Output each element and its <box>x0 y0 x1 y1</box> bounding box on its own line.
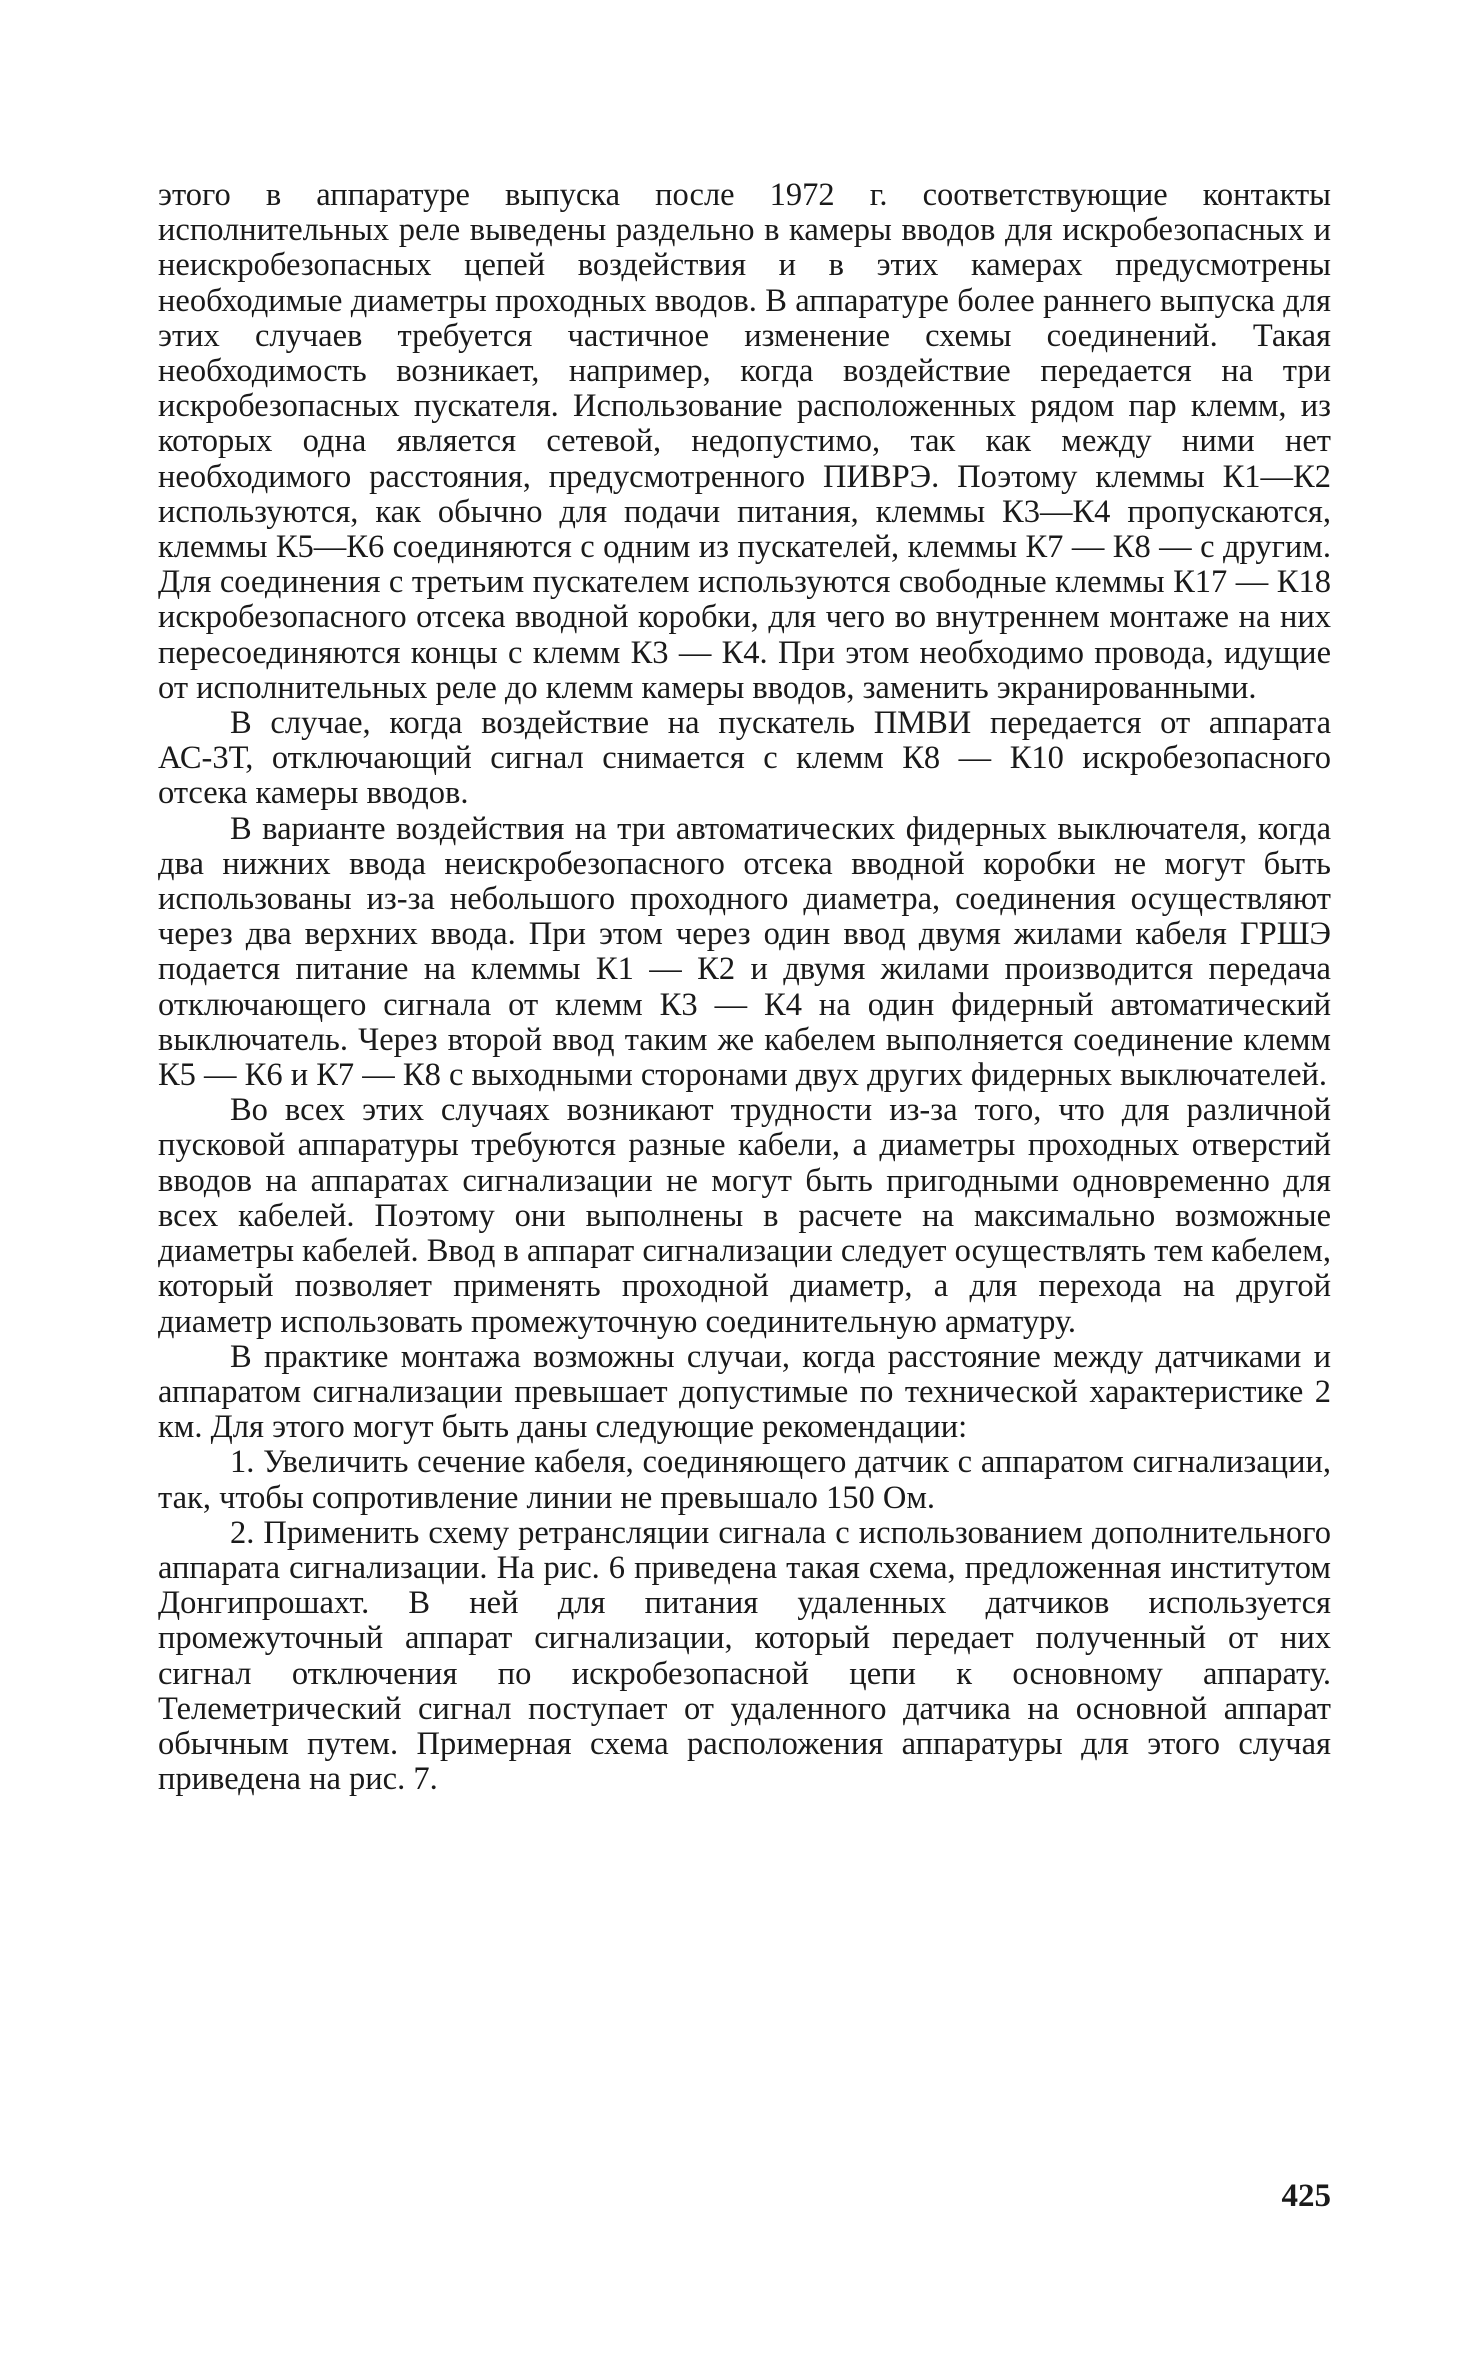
paragraph-feeder-breakers: В варианте воздействия на три автоматических фидерных выключателя, когда два нижних ввода неискробезопасного отсека вводной коробки не могут быть использованы из-за небольшого проходного диаметра, соединения осуществляют через два верхних ввода. При этом через один ввод двумя жилами кабеля ГРШЭ подается питание на клеммы К1 — К2 и двумя жилами производится передача отключающего сигнала от клемм К3 — К4 на один фидерный автоматический выключатель. Через второй ввод таким же кабелем выполняется соединение клемм К5 — К6 и К7 — К8 с выходными сторонами двух других фидерных выключателей. <box>158 810 1331 1094</box>
paragraph-cable-difficulties: Во всех этих случаях возникают трудности из-за того, что для различной пусковой аппаратуры требуются разные кабели, а диаметры проходных отверстий вводов на аппаратах сигнализации не могут быть пригодными одновременно для всех кабелей. Поэтому они выполнены в расчете на максимально возможные диаметры кабелей. Ввод в аппарат сигнализации следует осуществлять тем кабелем, который позволяет применять проходной диаметр, а для перехода на другой диаметр использовать промежуточную соединительную арматуру. <box>158 1092 1331 1340</box>
recommendation-2: 2. Применить схему ретрансляции сигнала с использованием дополнительного аппарата сигнализации. На рис. 6 приведена такая схема, предложенная институтом Донгипрошахт. В ней для питания удаленных датчиков используется промежуточный аппарат сигнализации, который передает полученный от них сигнал отключения по искробезопасной цепи к основному аппарату. Телеметрический сигнал поступает от удаленного датчика на основной аппарат обычным путем. Примерная схема расположения аппаратуры для этого случая приведена на рис. 7. <box>158 1514 1331 1798</box>
paragraph-installation-practice: В практике монтажа возможны случаи, когда расстояние между датчиками и аппаратом сигнализации превышает допустимые по технической характеристике 2 км. Для этого могут быть даны следующие рекомендации: <box>158 1338 1331 1446</box>
recommendation-1: 1. Увеличить сечение кабеля, соединяющего датчик с аппаратом сигнализации, так, чтобы сопротивление линии не превышало 150 Ом. <box>158 1444 1331 1516</box>
document-page <box>158 178 1331 2318</box>
paragraph-pmvi: В случае, когда воздействие на пускатель ПМВИ передается от аппарата АС-3Т, отключающий сигнал снимается с клемм К8 — К10 искробезопасного отсека камеры вводов. <box>158 705 1331 812</box>
paragraph-continued: этого в аппаратуре выпуска после 1972 г. соответствующие контакты исполнительных реле выведены раздельно в камеры вводов для искробезопасных и неискробезопасных цепей воздействия и в этих камерах предусмотрены необходимые диаметры проходных вводов. В аппаратуре более раннего выпуска для этих случаев требуется частичное изменение схемы соединений. Такая необходимость возникает, например, когда воздействие передается на три искробезопасных пускателя. Использование расположенных рядом пар клемм, из которых одна является сетевой, недопустимо, так как между ними нет необходимого расстояния, предусмотренного ПИВРЭ. Поэтому клеммы К1—К2 используются, как обычно для подачи питания, клеммы К3—К4 пропускаются, клеммы К5—К6 соединяются с одним из пускателей, клеммы К7 — К8 — с другим. Для соединения с третьим пускателем используются свободные клеммы К17 — К18 искробезопасного отсека вводной коробки, для чего во внутреннем монтаже на них пересоединяются концы с клемм К3 — К4. При этом необходимо провода, идущие от исполнительных реле до клемм камеры вводов, заменить экранированными. <box>158 177 1331 706</box>
page-number: 425 <box>1281 2178 1331 2214</box>
